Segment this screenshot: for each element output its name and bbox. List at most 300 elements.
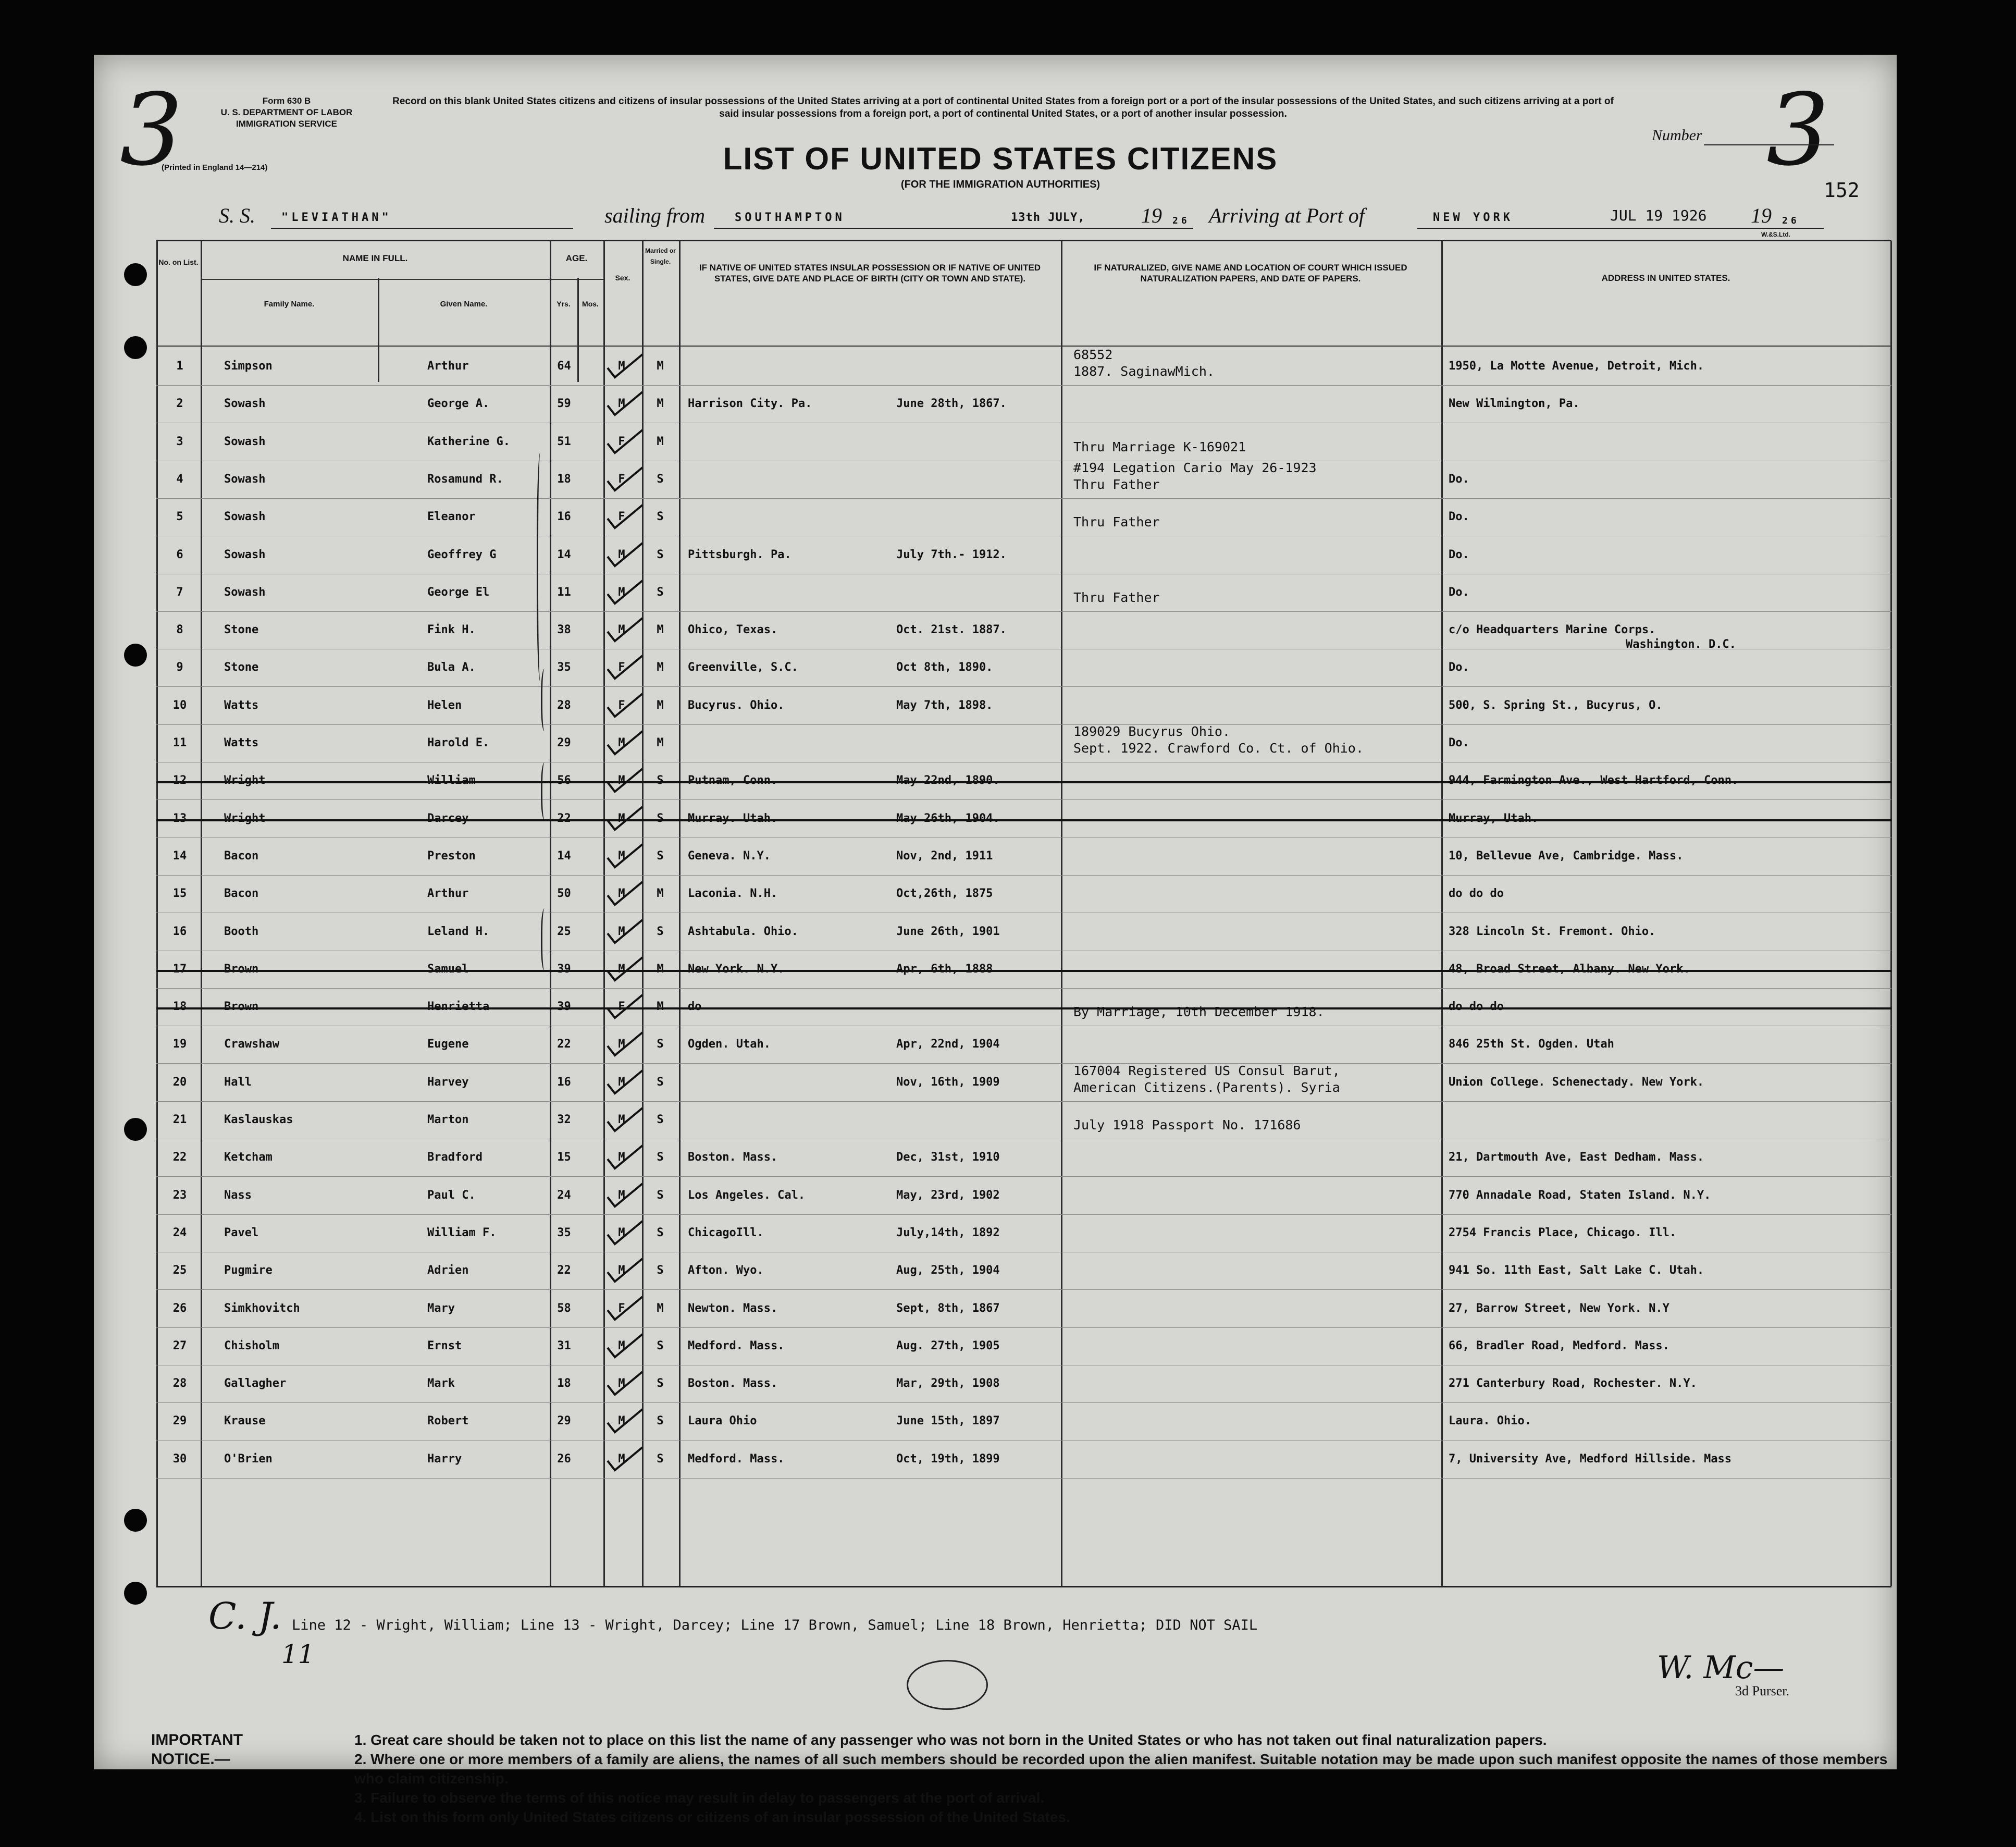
hdr-naturalized: IF NATURALIZED, GIVE NAME AND LOCATION OF COURT WHICH ISSUED NATURALIZATION PAPERS, AND DATE OF PAPERS. bbox=[1094, 263, 1407, 284]
cell-family: Krause bbox=[224, 1414, 266, 1428]
cell-date: June 26th, 1901 bbox=[896, 925, 1000, 938]
table-row bbox=[156, 1441, 1891, 1479]
form-block bbox=[203, 95, 370, 130]
cell-given: Arthur bbox=[427, 360, 469, 373]
cell-given: Bula A. bbox=[427, 661, 476, 674]
cell-date: Aug. 27th, 1905 bbox=[896, 1339, 1000, 1352]
service: IMMIGRATION SERVICE bbox=[236, 119, 337, 129]
check-mark-icon bbox=[603, 1258, 645, 1284]
cell-sex: M bbox=[618, 623, 625, 637]
cell-age: 39 bbox=[557, 962, 571, 976]
cell-age: 18 bbox=[557, 1377, 571, 1390]
ship-underline bbox=[271, 228, 573, 229]
punch-hole bbox=[124, 1509, 147, 1532]
cell-sex: F bbox=[618, 510, 625, 524]
inspector-signature: C. J. bbox=[208, 1595, 282, 1637]
cell-age: 11 bbox=[557, 585, 571, 599]
cell-place: Boston. Mass. bbox=[688, 1377, 778, 1390]
punch-hole bbox=[124, 336, 147, 359]
cell-address: 10, Bellevue Ave, Cambridge. Mass. bbox=[1449, 849, 1684, 863]
cell-no: 26 bbox=[172, 1301, 187, 1315]
page-subtitle: (FOR THE IMMIGRATION AUTHORITIES) bbox=[900, 179, 1100, 190]
table-row bbox=[156, 1177, 1891, 1215]
family-bracket bbox=[537, 452, 546, 682]
cell-address: Laura. Ohio. bbox=[1449, 1414, 1531, 1428]
cell-place: Medford. Mass. bbox=[688, 1452, 785, 1466]
cell-ms: S bbox=[657, 1113, 664, 1126]
cell-date: Oct,26th, 1875 bbox=[896, 887, 993, 901]
preamble: Record on this blank United States citizens and citizens of insular possessions of the United States arriving at a port of continental United States from a foreign port or a port of the insular possessions of the United States, and such citizens arriving at a port of said insular possessions from a foreign port, a port of continental United States, or a port of another insular possession. bbox=[392, 96, 1614, 119]
cell-ms: M bbox=[657, 661, 664, 674]
table-row bbox=[156, 348, 1891, 386]
check-mark-icon bbox=[603, 768, 645, 794]
cell-given: Leland H. bbox=[427, 925, 490, 938]
cell-sex: M bbox=[618, 1377, 625, 1390]
cell-place: Ogden. Utah. bbox=[688, 1038, 771, 1051]
cell-date: Dec, 31st, 1910 bbox=[896, 1151, 1000, 1164]
cell-sex: M bbox=[618, 774, 625, 787]
cell-age: 26 bbox=[557, 1452, 571, 1466]
cell-sex: M bbox=[618, 397, 625, 411]
cell-sex: M bbox=[618, 1264, 625, 1277]
passenger-table bbox=[156, 240, 1891, 1587]
cell-sex: M bbox=[618, 548, 625, 561]
check-mark-icon bbox=[603, 881, 645, 907]
hdr-married: Married or Single. bbox=[645, 247, 676, 265]
cell-given: Mary bbox=[427, 1301, 455, 1315]
cell-address: Union College. Schenectady. New York. bbox=[1449, 1075, 1704, 1089]
arrival-stamp: JUL 19 1926 bbox=[1610, 207, 1707, 224]
year-suffix-1: 26 bbox=[1172, 215, 1190, 226]
cell-sex: M bbox=[618, 736, 625, 749]
check-mark-icon bbox=[603, 353, 645, 379]
cell-ms: M bbox=[657, 623, 664, 637]
hdr-age: AGE. bbox=[565, 253, 588, 263]
table-row bbox=[156, 1139, 1891, 1177]
cell-given: William bbox=[427, 774, 476, 787]
cell-ms: S bbox=[657, 1377, 664, 1390]
cell-family: Watts bbox=[224, 698, 259, 712]
cell-no: 4 bbox=[176, 472, 183, 486]
cell-sex: M bbox=[618, 585, 625, 599]
cell-age: 15 bbox=[557, 1151, 571, 1164]
cell-age: 50 bbox=[557, 887, 571, 901]
cell-date: Mar, 29th, 1908 bbox=[896, 1377, 1000, 1390]
cell-given: Ernst bbox=[427, 1339, 462, 1352]
cell-date: Oct 8th, 1890. bbox=[896, 661, 993, 674]
cell-address: Do. bbox=[1449, 736, 1469, 749]
table-row bbox=[156, 725, 1891, 762]
cell-no: 13 bbox=[172, 811, 187, 825]
purser-signature: W. Mc— bbox=[1657, 1649, 1785, 1686]
department: U. S. DEPARTMENT OF LABOR bbox=[220, 107, 353, 117]
cell-sex: F bbox=[618, 1301, 625, 1315]
cell-sex: M bbox=[618, 887, 625, 901]
cell-no: 11 bbox=[172, 736, 187, 749]
cell-age: 14 bbox=[557, 849, 571, 863]
cell-family: Bacon bbox=[224, 849, 259, 863]
cell-nat2: Thru Marriage K-169021 bbox=[1073, 439, 1246, 454]
cell-sex: F bbox=[618, 1000, 625, 1014]
port-from: SOUTHAMPTON bbox=[735, 211, 845, 224]
cell-ms: M bbox=[657, 397, 664, 411]
cell-given: Harry bbox=[427, 1452, 462, 1466]
sailing-underline bbox=[714, 228, 1193, 229]
cell-address: 500, S. Spring St., Bucyrus, O. bbox=[1449, 698, 1663, 712]
table-row bbox=[156, 838, 1891, 876]
cell-given: Eleanor bbox=[427, 510, 476, 524]
cell-ms: S bbox=[657, 1188, 664, 1202]
check-mark-icon bbox=[603, 730, 645, 756]
check-mark-icon bbox=[603, 1333, 645, 1359]
check-mark-icon bbox=[603, 1031, 645, 1057]
cell-date: May 26th, 1904. bbox=[896, 811, 1000, 825]
table-row bbox=[156, 424, 1891, 461]
sailing-from-label: sailing from bbox=[604, 204, 705, 227]
cell-ms: S bbox=[657, 1038, 664, 1051]
did-not-sail-note: Line 12 - Wright, William; Line 13 - Wright, Darcey; Line 17 Brown, Samuel; Line 18 Brown, Henrietta; DID NOT SAIL bbox=[292, 1617, 1258, 1633]
cell-sex: M bbox=[618, 925, 625, 938]
cell-age: 22 bbox=[557, 811, 571, 825]
cell-nat2: Thru Father bbox=[1073, 476, 1160, 492]
cell-place: New York. N.Y. bbox=[688, 962, 785, 976]
cell-address: Murray, Utah. bbox=[1449, 811, 1539, 825]
cell-given: Bradford bbox=[427, 1151, 483, 1164]
cell-age: 38 bbox=[557, 623, 571, 637]
cell-sex: F bbox=[618, 661, 625, 674]
cell-no: 24 bbox=[172, 1226, 187, 1239]
cell-ms: S bbox=[657, 1226, 664, 1239]
cell-ms: S bbox=[657, 849, 664, 863]
cell-sex: M bbox=[618, 1414, 625, 1428]
cell-age: 28 bbox=[557, 698, 571, 712]
printer-mark: W.&S.Ltd. bbox=[1761, 231, 1790, 238]
cell-place: Laconia. N.H. bbox=[688, 887, 778, 901]
table-row bbox=[156, 1328, 1891, 1365]
cell-age: 32 bbox=[557, 1113, 571, 1126]
cell-no: 22 bbox=[172, 1151, 187, 1164]
table-row bbox=[156, 876, 1891, 913]
cell-date: Aug, 25th, 1904 bbox=[896, 1264, 1000, 1277]
table-row bbox=[156, 951, 1891, 989]
cell-address: 941 So. 11th East, Salt Lake C. Utah. bbox=[1449, 1264, 1704, 1277]
printed-in: (Printed in England 14—214) bbox=[162, 163, 268, 172]
cell-address: Do. bbox=[1449, 510, 1469, 524]
table-row bbox=[156, 574, 1891, 612]
punch-hole bbox=[124, 1118, 147, 1141]
cell-date: Nov, 2nd, 1911 bbox=[896, 849, 993, 863]
cell-no: 12 bbox=[172, 774, 187, 787]
cell-family: Sowash bbox=[224, 472, 266, 486]
cell-age: 22 bbox=[557, 1038, 571, 1051]
cell-ms: S bbox=[657, 811, 664, 825]
cell-sex: M bbox=[618, 1226, 625, 1239]
cell-no: 7 bbox=[176, 585, 183, 599]
cell-family: Ketcham bbox=[224, 1151, 273, 1164]
cell-place: Murray. Utah. bbox=[688, 811, 778, 825]
cell-ms: S bbox=[657, 585, 664, 599]
hdr-family: Family Name. bbox=[264, 300, 315, 309]
check-mark-icon bbox=[603, 1408, 645, 1434]
cell-sex: M bbox=[618, 1188, 625, 1202]
cell-sex: F bbox=[618, 472, 625, 486]
check-mark-icon bbox=[603, 1107, 645, 1133]
year-prefix-2: 19 bbox=[1751, 204, 1772, 227]
cell-place: ChicagoIll. bbox=[688, 1226, 764, 1239]
table-row bbox=[156, 1365, 1891, 1403]
cell-no: 25 bbox=[172, 1264, 187, 1277]
table-row bbox=[156, 612, 1891, 649]
table-row bbox=[156, 1064, 1891, 1102]
check-mark-icon bbox=[603, 504, 645, 530]
port-to: NEW YORK bbox=[1433, 211, 1513, 224]
cell-family: Gallagher bbox=[224, 1377, 287, 1390]
cell-given: Rosamund R. bbox=[427, 472, 503, 486]
page-mark-left: 3 bbox=[120, 72, 183, 188]
cell-place: Laura Ohio bbox=[688, 1414, 757, 1428]
cell-sex: M bbox=[618, 811, 625, 825]
punch-hole bbox=[124, 263, 147, 286]
check-mark-icon bbox=[603, 919, 645, 945]
cell-address: 846 25th St. Ogden. Utah bbox=[1449, 1038, 1614, 1051]
cell-place: Boston. Mass. bbox=[688, 1151, 778, 1164]
table-row bbox=[156, 914, 1891, 951]
check-mark-icon bbox=[603, 429, 645, 455]
cell-no: 15 bbox=[172, 887, 187, 901]
check-mark-icon bbox=[603, 693, 645, 719]
table-row bbox=[156, 762, 1891, 800]
cell-given: George El bbox=[427, 585, 490, 599]
cell-ms: M bbox=[657, 1301, 664, 1315]
page-number: 152 bbox=[1824, 179, 1860, 202]
sail-date: 13th JULY, bbox=[1011, 211, 1085, 224]
cell-family: Crawshaw bbox=[224, 1038, 279, 1051]
notice-item: 3. Failure to observe the terms of this notice may result in delay to passengers at the port of arrival. bbox=[354, 1790, 1045, 1806]
cell-no: 10 bbox=[172, 698, 187, 712]
check-mark-icon bbox=[603, 580, 645, 606]
table-row bbox=[156, 1290, 1891, 1328]
cell-age: 56 bbox=[557, 774, 571, 787]
cell-age: 35 bbox=[557, 1226, 571, 1239]
arrival-underline bbox=[1417, 228, 1824, 229]
cell-no: 29 bbox=[172, 1414, 187, 1428]
cell-address: 944, Farmington Ave., West Hartford, Conn. bbox=[1449, 774, 1739, 787]
cell-date: July,14th, 1892 bbox=[896, 1226, 1000, 1239]
hdr-given: Given Name. bbox=[440, 300, 488, 309]
notice-item: 4. List on this form only United States citizens or citizens of an insular possession of the United States. bbox=[354, 1809, 1070, 1825]
cell-age: 59 bbox=[557, 397, 571, 411]
notice-label: IMPORTANT NOTICE.— bbox=[151, 1731, 243, 1768]
cell-place: Ashtabula. Ohio. bbox=[688, 925, 798, 938]
cell-place: Medford. Mass. bbox=[688, 1339, 785, 1352]
notice-item: 1. Great care should be taken not to place on this list the name of any passenger who was not born in the United States or who has not taken out final naturalization papers. bbox=[354, 1732, 1547, 1748]
cell-ms: S bbox=[657, 925, 664, 938]
cell-ms: S bbox=[657, 1264, 664, 1277]
cell-place: do bbox=[688, 1000, 702, 1014]
cell-family: Sowash bbox=[224, 585, 266, 599]
cell-ms: M bbox=[657, 887, 664, 901]
cell-age: 35 bbox=[557, 661, 571, 674]
cell-ms: S bbox=[657, 1414, 664, 1428]
cell-family: Bacon bbox=[224, 887, 259, 901]
ss-label: S. S. bbox=[219, 204, 255, 227]
cell-family: Kaslauskas bbox=[224, 1113, 293, 1126]
cell-address: do do do bbox=[1449, 1000, 1504, 1014]
cell-family: O'Brien bbox=[224, 1452, 273, 1466]
cell-family: Chisholm bbox=[224, 1339, 279, 1352]
hdr-no: No. on List. bbox=[158, 258, 199, 266]
cell-no: 21 bbox=[172, 1113, 187, 1126]
cell-date: Oct. 21st. 1887. bbox=[896, 623, 1007, 637]
cell-sex: M bbox=[618, 1075, 625, 1089]
cell-sex: M bbox=[618, 1339, 625, 1352]
cell-ms: M bbox=[657, 962, 664, 976]
table-row bbox=[156, 386, 1891, 423]
cell-no: 14 bbox=[172, 849, 187, 863]
cell-no: 17 bbox=[172, 962, 187, 976]
cell-age: 16 bbox=[557, 510, 571, 524]
hdr-mos: Mos. bbox=[582, 300, 599, 308]
cell-given: Samuel bbox=[427, 962, 469, 976]
inspector-initials: 11 bbox=[281, 1639, 315, 1669]
cell-place: Greenville, S.C. bbox=[688, 661, 798, 674]
cell-no: 5 bbox=[176, 510, 183, 524]
check-mark-icon bbox=[603, 655, 645, 681]
page-mark-right: 3 bbox=[1766, 72, 1829, 188]
cell-family: Pugmire bbox=[224, 1264, 273, 1277]
cell-ms: M bbox=[657, 698, 664, 712]
cell-date: June 28th, 1867. bbox=[896, 397, 1007, 411]
cell-nat2: Thru Father bbox=[1073, 514, 1160, 530]
cell-family: Wright bbox=[224, 774, 266, 787]
check-mark-icon bbox=[603, 391, 645, 417]
cell-address: 48, Broad Street, Albany. New York. bbox=[1449, 962, 1690, 976]
table-row bbox=[156, 1215, 1891, 1252]
check-mark-icon bbox=[603, 843, 645, 869]
cell-address: New Wilmington, Pa. bbox=[1449, 397, 1580, 411]
cell-family: Booth bbox=[224, 925, 259, 938]
cell-family: Watts bbox=[224, 736, 259, 749]
cell-ms: S bbox=[657, 1151, 664, 1164]
cell-given: Mark bbox=[427, 1377, 455, 1390]
cell-nat1: 189029 Bucyrus Ohio. bbox=[1073, 724, 1231, 739]
cell-no: 18 bbox=[172, 1000, 187, 1014]
year-prefix-1: 19 bbox=[1141, 204, 1162, 227]
cell-age: 22 bbox=[557, 1264, 571, 1277]
year-suffix-2: 26 bbox=[1782, 215, 1800, 226]
cell-no: 28 bbox=[172, 1377, 187, 1390]
cell-sex: M bbox=[618, 962, 625, 976]
cell-sex: M bbox=[618, 1038, 625, 1051]
cell-ms: S bbox=[657, 1075, 664, 1089]
cell-age: 51 bbox=[557, 435, 571, 448]
cell-sex: F bbox=[618, 698, 625, 712]
cell-ms: M bbox=[657, 1000, 664, 1014]
cell-ms: S bbox=[657, 774, 664, 787]
cell-given: Marton bbox=[427, 1113, 469, 1126]
check-mark-icon bbox=[603, 542, 645, 568]
cell-age: 25 bbox=[557, 925, 571, 938]
check-mark-icon bbox=[603, 806, 645, 832]
table-row bbox=[156, 1403, 1891, 1440]
cell-given: Paul C. bbox=[427, 1188, 476, 1202]
cell-ms: S bbox=[657, 548, 664, 561]
cell-no: 1 bbox=[176, 360, 183, 373]
cell-address: 271 Canterbury Road, Rochester. N.Y. bbox=[1449, 1377, 1697, 1390]
cell-family: Stone bbox=[224, 623, 259, 637]
cell-age: 14 bbox=[557, 548, 571, 561]
cell-nat2: Sept. 1922. Crawford Co. Ct. of Ohio. bbox=[1073, 741, 1364, 756]
cell-family: Sowash bbox=[224, 548, 266, 561]
cell-given: Harvey bbox=[427, 1075, 469, 1089]
cell-given: Geoffrey G bbox=[427, 548, 497, 561]
cell-age: 58 bbox=[557, 1301, 571, 1315]
cell-place: Bucyrus. Ohio. bbox=[688, 698, 785, 712]
check-mark-icon bbox=[603, 1446, 645, 1472]
hdr-yrs: Yrs. bbox=[556, 300, 571, 308]
cell-place: Putnam, Conn. bbox=[688, 774, 778, 787]
cell-family: Brown bbox=[224, 962, 259, 976]
cell-nat2: 1887. SaginawMich. bbox=[1073, 364, 1215, 379]
cell-given: Preston bbox=[427, 849, 476, 863]
cell-address: 770 Annadale Road, Staten Island. N.Y. bbox=[1449, 1188, 1711, 1202]
cell-age: 39 bbox=[557, 1000, 571, 1014]
cell-address: 27, Barrow Street, New York. N.Y bbox=[1449, 1301, 1669, 1315]
cell-given: Darcey bbox=[427, 811, 469, 825]
cell-family: Sowash bbox=[224, 397, 266, 411]
cell-sex: M bbox=[618, 360, 625, 373]
cell-nat1: 167004 Registered US Consul Barut, bbox=[1073, 1063, 1340, 1078]
page-title: LIST OF UNITED STATES CITIZENS bbox=[723, 141, 1278, 176]
cell-family: Sowash bbox=[224, 435, 266, 448]
cell-family: Nass bbox=[224, 1188, 252, 1202]
cell-given: George A. bbox=[427, 397, 490, 411]
strike-line bbox=[156, 781, 1891, 783]
cell-no: 27 bbox=[172, 1339, 187, 1352]
cell-given: Henrietta bbox=[427, 1000, 490, 1014]
cell-age: 29 bbox=[557, 736, 571, 749]
cell-address: 2754 Francis Place, Chicago. Ill. bbox=[1449, 1226, 1677, 1239]
strike-line bbox=[156, 819, 1891, 821]
cell-address2: Washington. D.C. bbox=[1626, 638, 1736, 651]
cell-date: Apr, 22nd, 1904 bbox=[896, 1038, 1000, 1051]
strike-line bbox=[156, 1007, 1891, 1009]
table-row bbox=[156, 1026, 1891, 1064]
cell-nat2: By Marriage, 10th December 1918. bbox=[1073, 1004, 1325, 1020]
punch-hole bbox=[124, 1582, 147, 1605]
check-mark-icon bbox=[603, 994, 645, 1020]
cell-family: Stone bbox=[224, 661, 259, 674]
cell-given: Harold E. bbox=[427, 736, 490, 749]
cell-address: 66, Bradler Road, Medford. Mass. bbox=[1449, 1339, 1669, 1352]
cell-no: 19 bbox=[172, 1038, 187, 1051]
cell-sex: M bbox=[618, 1113, 625, 1126]
cell-address: 21, Dartmouth Ave, East Dedham. Mass. bbox=[1449, 1151, 1704, 1164]
cell-ms: M bbox=[657, 360, 664, 373]
table-row bbox=[156, 537, 1891, 574]
cell-nat2: July 1918 Passport No. 171686 bbox=[1073, 1117, 1301, 1132]
cell-date: Apr, 6th, 1888 bbox=[896, 962, 993, 976]
table-row bbox=[156, 649, 1891, 687]
ship-name: "LEVIATHAN" bbox=[281, 211, 392, 224]
cell-no: 23 bbox=[172, 1188, 187, 1202]
family-bracket bbox=[541, 908, 550, 971]
manifest-sheet bbox=[94, 55, 1897, 1825]
cell-given: Katherine G. bbox=[427, 435, 510, 448]
table-row bbox=[156, 461, 1891, 499]
check-mark-icon bbox=[603, 956, 645, 982]
table-row bbox=[156, 687, 1891, 725]
